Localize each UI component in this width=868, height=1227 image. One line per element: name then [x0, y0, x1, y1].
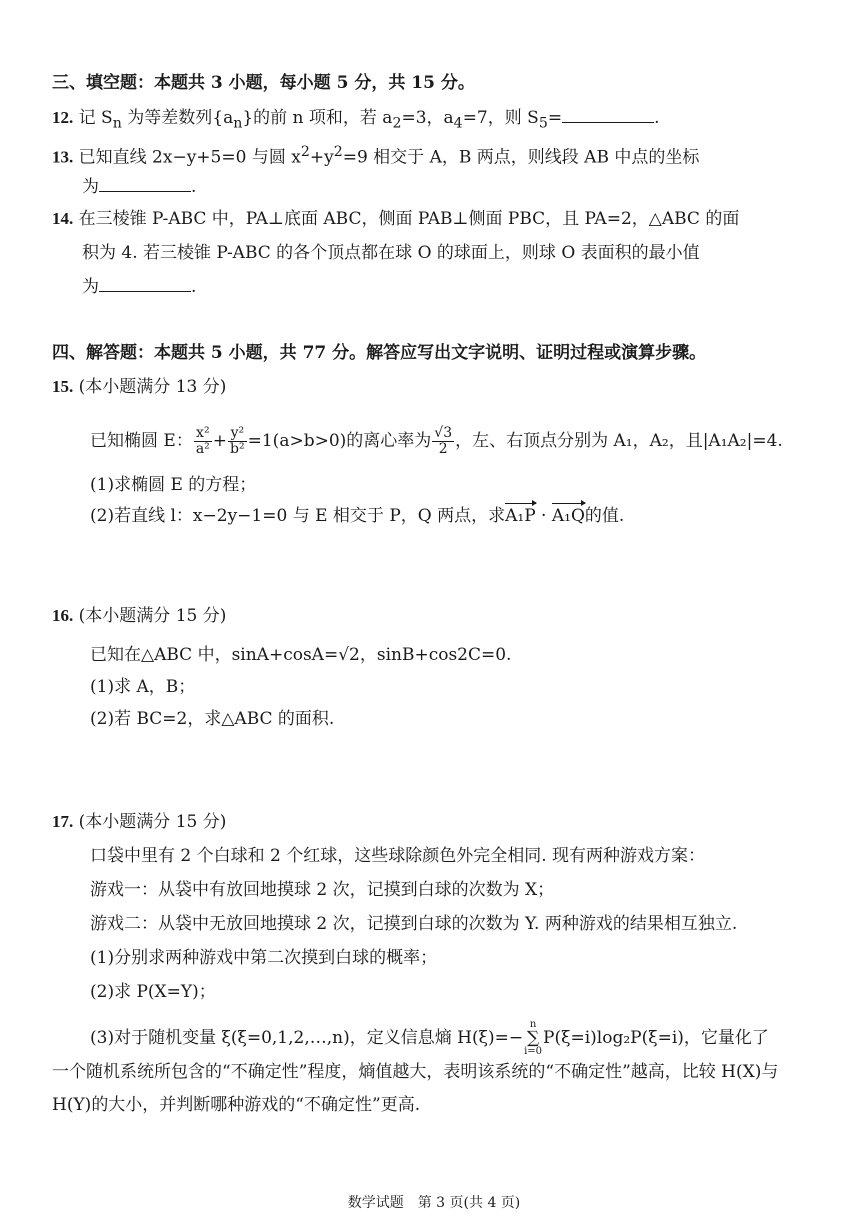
- question-number: 16.: [52, 606, 74, 625]
- answer-blank: [99, 275, 191, 292]
- answer-blank: [99, 175, 191, 192]
- question-16-part-2: (2)若 BC=2，求△ABC 的面积.: [90, 709, 335, 729]
- question-17-part-3: (3)对于随机变量 ξ(ξ=0,1,2,…,n)，定义信息熵 H(ξ)=−n ∑ i=0P(ξ=i)log₂P(ξ=i)，它量化了: [90, 1019, 769, 1057]
- question-13-line-2: 为 .: [82, 177, 197, 197]
- question-number: 12.: [52, 108, 74, 127]
- question-16-stem: 已知在△ABC 中，sinA+cosA=√2，sinB+cos2C=0.: [90, 645, 512, 665]
- question-number: 15.: [52, 377, 74, 396]
- question-17-heading: [52, 811, 226, 833]
- question-15-part-1: (1)求椭圆 E 的方程；: [90, 475, 257, 495]
- question-15-stem: 已知椭圆 E： $\frac{\text{x²}}{\text{a²}}$ + $\frac{\text{y²}}{\text{b²}}$ =1(a>b>0)的离心率为 $\frac{√3}{2}$ ，左、右顶点分别为 A₁，A₂，且|A₁A₂|=4.: [90, 425, 783, 457]
- question-17-line-1: 口袋中里有 2 个白球和 2 个红球，这些球除颜色外完全相同. 现有两种游戏方案：: [90, 846, 706, 866]
- question-14-line-2: 积为 4. 若三棱锥 P-ABC 的各个顶点都在球 O 的球面上，则球 O 表面积的最小值: [82, 243, 700, 263]
- question-17-line-3: 游戏二：从袋中无放回地摸球 2 次，记摸到白球的次数为 Y. 两种游戏的结果相互独立.: [90, 914, 738, 934]
- question-number: 14.: [52, 209, 74, 228]
- section-3-header: 三、填空题：本题共 3 小题，每小题 5 分，共 15 分。: [52, 73, 475, 93]
- fraction: $\frac{√3}{2}$: [434, 425, 453, 457]
- score-note: (本小题满分 13 分): [78, 377, 227, 397]
- fraction: $\frac{\text{x²}}{\text{a²}}$: [195, 425, 210, 457]
- question-number: 17.: [52, 812, 74, 831]
- question-15-part-2: (2)若直线 l：x−2y−1=0 与 E 相交于 P，Q 两点，求A₁P · A₁Q的值.: [90, 506, 625, 526]
- section-4-header: 四、解答题：本题共 5 小题，共 77 分。解答应写出文字说明、证明过程或演算步骤。: [52, 343, 707, 363]
- score-note: (本小题满分 15 分): [78, 812, 227, 832]
- question-17-part-1: (1)分别求两种游戏中第二次摸到白球的概率；: [90, 948, 438, 968]
- question-16-heading: [52, 605, 226, 627]
- question-17-part-2: (2)求 P(X=Y)；: [90, 982, 216, 1002]
- question-14-line-3: 为 .: [82, 277, 197, 297]
- question-17-line-b: 一个随机系统所包含的“不确定性”程度，熵值越大，表明该系统的“不确定性”越高，比较 H(X)与: [52, 1062, 779, 1082]
- question-15-heading: [52, 376, 226, 398]
- question-number: 13.: [52, 147, 74, 167]
- question-12: 12. 记 $S_n$ 为等差数列$\{a_n\}$的前 n 项和，若 $a_2=3$，$a_4=7$，则 $S_5=$ .: [52, 108, 660, 132]
- page-footer: 数学试题 第 3 页(共 4 页): [347, 1195, 521, 1211]
- question-17-line-c: H(Y)的大小，并判断哪种游戏的“不确定性”更高.: [52, 1095, 421, 1115]
- question-13-line-1: 13. 已知直线 2x−y+5=0 与圆 $x^2+y^2=9$ 相交于 A，B 两点，则线段 AB 中点的坐标: [52, 144, 700, 168]
- fraction: $\frac{\text{y²}}{\text{b²}}$: [230, 425, 245, 457]
- summation: n ∑ i=0: [524, 1019, 543, 1057]
- vector-a1p: A₁P: [505, 506, 536, 526]
- question-16-part-1: (1)求 A，B；: [90, 677, 196, 697]
- question-14-line-1: 14. 在三棱锥 P-ABC 中，PA⊥底面 ABC，侧面 PAB⊥侧面 PBC，且 PA=2，△ABC 的面: [52, 209, 740, 229]
- question-17-line-2: 游戏一：从袋中有放回地摸球 2 次，记摸到白球的次数为 X；: [90, 880, 555, 900]
- score-note: (本小题满分 15 分): [78, 606, 227, 626]
- vector-a1q: A₁Q: [551, 506, 585, 526]
- answer-blank: [562, 106, 654, 123]
